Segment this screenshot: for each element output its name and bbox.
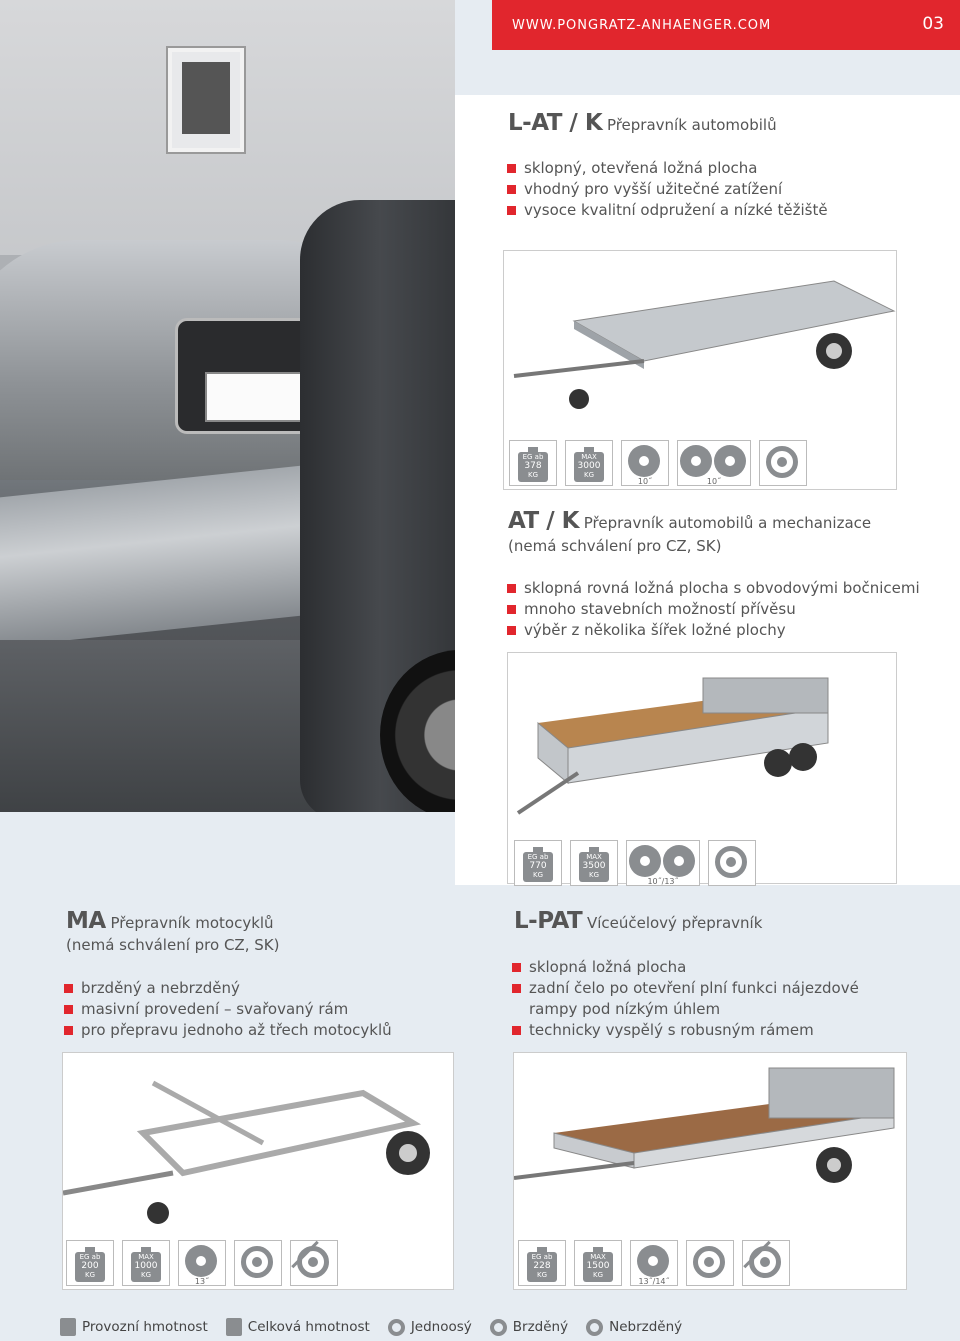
braked-icon — [234, 1240, 282, 1286]
tandem-axle-icon: 10˝/13˝ — [626, 840, 700, 886]
lpat-icons — [518, 1240, 790, 1286]
braked-icon — [759, 440, 807, 486]
legend-braked: Brzděný — [490, 1318, 568, 1336]
single-axle-icon: 13˝/14˝ — [630, 1240, 678, 1286]
braked-icon — [708, 840, 756, 886]
tandem-axle-icon: 10˝ — [677, 440, 751, 486]
ma-features — [64, 978, 392, 1041]
list-item: mnoho stavebních možností přívěsu — [507, 599, 920, 620]
lpat-name: Víceúčelový přepravník — [586, 914, 763, 932]
lpat-code: L-PAT — [514, 908, 583, 934]
operating-weight-icon: EG ab 378 KG — [509, 440, 557, 486]
legend-unbraked: Nebrzděný — [586, 1318, 682, 1336]
lpat-features — [512, 957, 859, 1041]
at-code: AT / K — [508, 508, 579, 534]
operating-weight-icon: EG ab 228 KG — [518, 1240, 566, 1286]
lat-code: L-AT / K — [508, 110, 603, 136]
lat-icons — [509, 440, 807, 486]
single-axle-icon: 13˝ — [178, 1240, 226, 1286]
unbraked-icon — [742, 1240, 790, 1286]
brake-icon — [490, 1319, 507, 1336]
list-item: sklopná ložná plocha — [512, 957, 859, 978]
at-icons — [514, 840, 756, 886]
total-weight-icon: MAX 3500 KG — [570, 840, 618, 886]
at-features — [507, 578, 920, 641]
legend-single-axle: Jednoosý — [388, 1318, 472, 1336]
single-axle-icon: 10˝ — [621, 440, 669, 486]
at-note: (nemá schválení pro CZ, SK) — [508, 537, 722, 555]
total-weight-icon: MAX 1500 KG — [574, 1240, 622, 1286]
lpat-title — [514, 908, 762, 934]
list-item: technicky vyspělý s robusným rámem — [512, 1020, 859, 1041]
list-item: sklopná rovná ložná plocha s obvodovými bočnicemi — [507, 578, 920, 599]
no-brake-icon — [586, 1319, 603, 1336]
lat-title — [508, 110, 777, 136]
list-item: výběr z několika šířek ložné plochy — [507, 620, 920, 641]
list-item: masivní provedení – svařovaný rám — [64, 999, 392, 1020]
unbraked-icon — [290, 1240, 338, 1286]
operating-weight-icon: EG ab 200 KG — [66, 1240, 114, 1286]
total-weight-icon: MAX 1000 KG — [122, 1240, 170, 1286]
weight-icon — [226, 1318, 242, 1336]
ma-code: MA — [66, 908, 106, 934]
ma-note: (nemá schválení pro CZ, SK) — [66, 936, 280, 954]
list-item: zadní čelo po otevření plní funkci nájezdové — [512, 978, 859, 999]
list-item: rampy pod nízkým úhlem — [529, 1000, 721, 1018]
at-name: Přepravník automobilů a mechanizace — [583, 514, 872, 532]
page-number: 03 — [922, 14, 944, 34]
operating-weight-icon: EG ab 770 KG — [514, 840, 562, 886]
website-url[interactable]: WWW.PONGRATZ-ANHAENGER.COM — [512, 18, 772, 33]
list-item: sklopný, otevřená ložná plocha — [507, 158, 828, 179]
braked-icon — [686, 1240, 734, 1286]
legend-operating-weight: Provozní hmotnost — [60, 1318, 208, 1336]
at-title — [508, 508, 871, 534]
legend-total-weight: Celková hmotnost — [226, 1318, 370, 1336]
list-item: vhodný pro vyšší užitečné zatížení — [507, 179, 828, 200]
list-item: vysoce kvalitní odpružení a nízké těžiště — [507, 200, 828, 221]
ma-icons — [66, 1240, 338, 1286]
lat-name: Přepravník automobilů — [606, 116, 777, 134]
hero-photo — [0, 0, 455, 812]
list-item: pro přepravu jednoho až třech motocyklů — [64, 1020, 392, 1041]
list-item: brzděný a nebrzděný — [64, 978, 392, 999]
lat-features — [507, 158, 828, 221]
weight-icon — [60, 1318, 76, 1336]
icon-legend — [60, 1318, 682, 1336]
header-bar — [492, 0, 960, 50]
ma-title — [66, 908, 274, 934]
total-weight-icon: MAX 3000 KG — [565, 440, 613, 486]
ma-name: Přepravník motocyklů — [110, 914, 274, 932]
tyre-icon — [388, 1319, 405, 1336]
